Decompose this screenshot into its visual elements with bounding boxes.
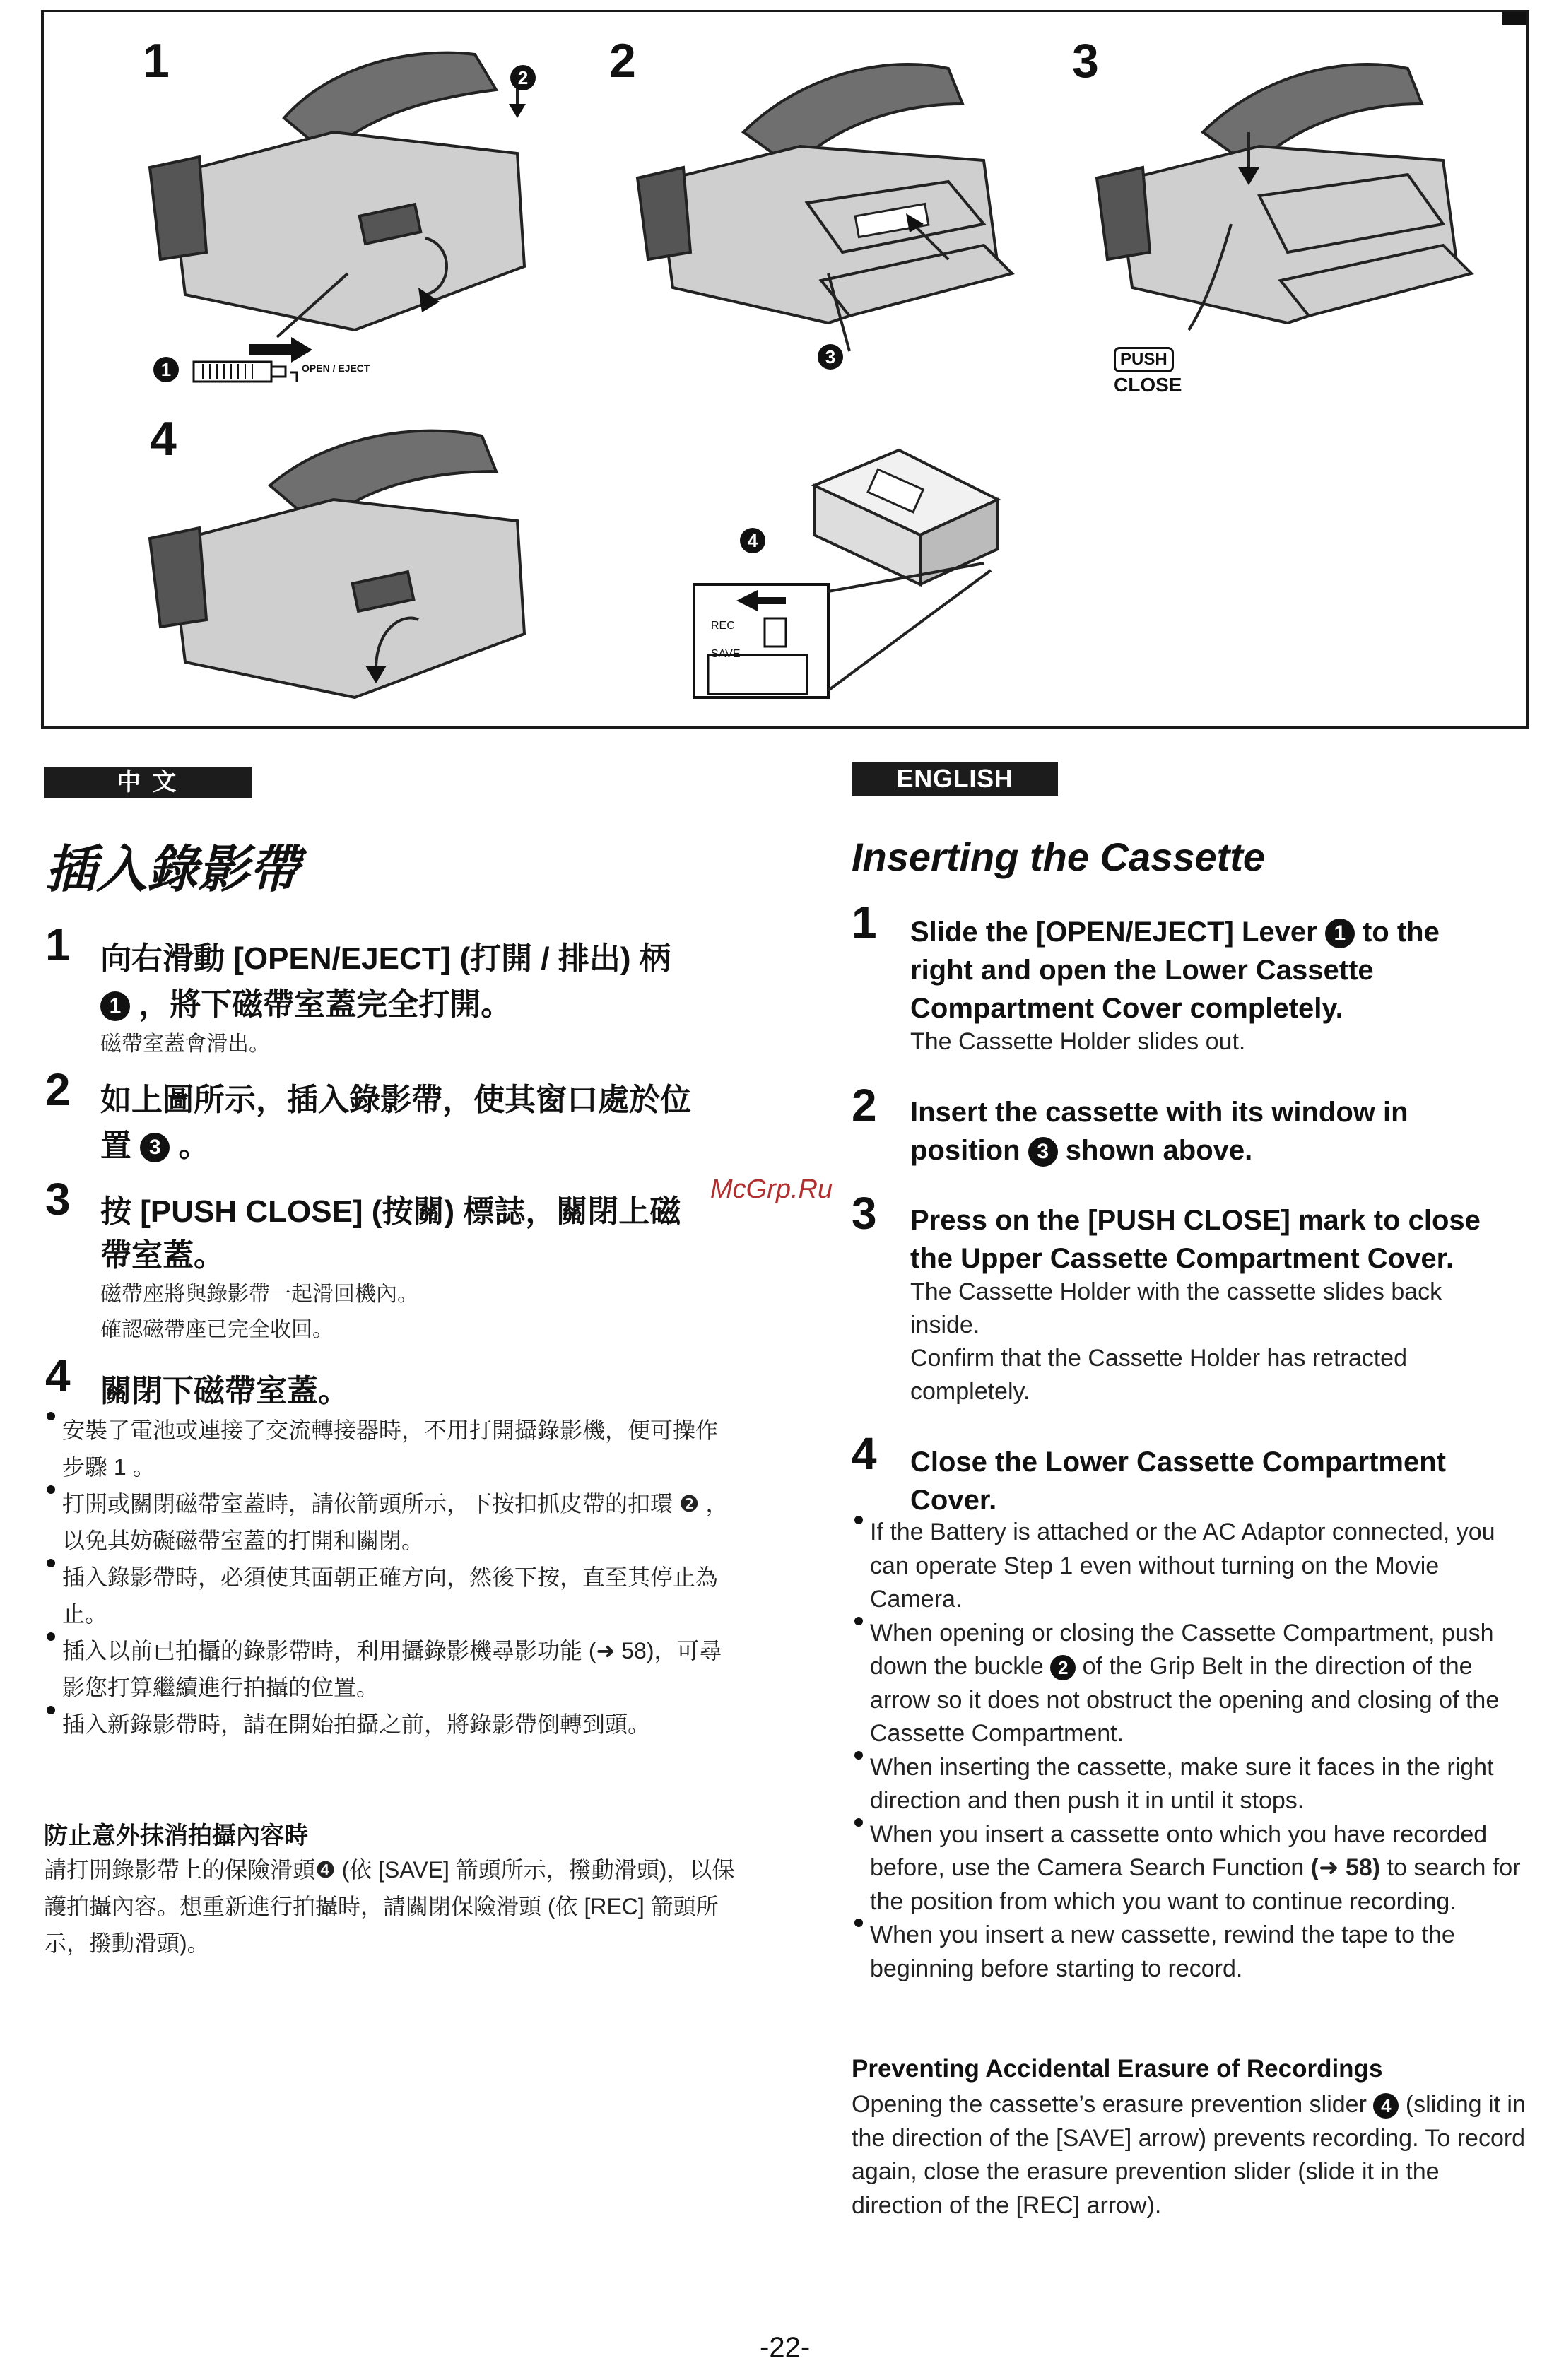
corner-mark: [1502, 12, 1526, 25]
zh-step-3-sub2: 確認磁帶座已完全收回。: [100, 1318, 334, 1341]
en-prevent-text: Opening the cassette’s erasure prevention slider 4 (sliding it in the direction of the [SAVE] arrow) prevents recording. To record again, close the erasure prevention slider (slide it in the direction of the [REC] arrow).: [852, 2091, 1526, 2219]
figure-callout-3: 3: [818, 344, 843, 370]
zh-step-3-number: 3: [45, 1174, 71, 1225]
zh-step-2-number: 2: [45, 1064, 71, 1115]
zh-note-2: 打開或關閉磁帶室蓋時，請依箭頭所示，下按扣抓皮帶的扣環 ❷ ，以免其妨礙磁帶室蓋的打開和關閉。: [44, 1485, 736, 1559]
en-step-4-heading: Close the Lower Cassette Compartment Cover.: [910, 1447, 1446, 1516]
zh-note-1: 安裝了電池或連接了交流轉接器時，不用打開攝錄影機，便可操作步驟 1 。: [44, 1412, 736, 1485]
figure-step-2-number: 2: [609, 34, 636, 88]
figure-step-4-number: 4: [150, 412, 177, 466]
camera-illustration-4: [122, 415, 560, 712]
rec-label: REC: [711, 620, 735, 632]
zh-note-5: 插入新錄影帶時，請在開始拍攝之前，將錄影帶倒轉到頭。: [44, 1706, 736, 1743]
english-section-label: ENGLISH: [852, 762, 1058, 796]
zh-step-1-sub: 磁帶室蓋會滑出。: [100, 1032, 270, 1056]
figure-callout-2: 2: [510, 65, 536, 90]
figure-callout-4: 4: [740, 528, 765, 553]
en-note-2-callout: 2: [1050, 1655, 1076, 1680]
zh-step-3-line1: 按 [PUSH CLOSE] (按關) 標誌，關閉上磁: [100, 1194, 681, 1229]
en-note-1: If the Battery is attached or the AC Adaptor connected, you can operate Step 1 even without turning on the Movie Camera.: [852, 1516, 1530, 1617]
en-note-5: When you insert a new cassette, rewind the tape to the beginning before starting to record.: [852, 1919, 1530, 1986]
en-step-3-heading: Press on the [PUSH CLOSE] mark to close the Upper Cassette Compartment Cover.: [910, 1205, 1481, 1274]
zh-step-3-line2: 帶室蓋。: [100, 1238, 225, 1273]
page-number: -22-: [760, 2332, 811, 2363]
en-note-4: When you insert a cassette onto which you have recorded before, use the Camera Search Function (➜ 58) to search for the position from which you want to continue recording.: [852, 1818, 1530, 1919]
zh-notes-list: [44, 1412, 736, 1743]
zh-prevent-text: 請打開錄影帶上的保險滑頭❹ (依 [SAVE] 箭頭所示，撥動滑頭)，以保護拍攝內容。想重新進行拍攝時，請關閉保險滑頭 (依 [REC] 箭頭所示，撥動滑頭)。: [44, 1857, 735, 1956]
en-step-4-number: 4: [852, 1428, 877, 1479]
zh-step-2-callout: 3: [140, 1133, 170, 1162]
zh-prevent-title: 防止意外抹消拍攝內容時: [44, 1822, 308, 1849]
open-eject-label: OPEN / EJECT: [302, 363, 370, 374]
en-step-1-callout: 1: [1325, 919, 1355, 948]
zh-note-4: 插入以前已拍攝的錄影帶時，利用攝錄影機尋影功能 (➜ 58)，可尋影您打算繼續進行拍攝的位置。: [44, 1632, 736, 1706]
push-mark: PUSH: [1114, 347, 1174, 372]
chinese-section-label: 中 文: [44, 767, 252, 798]
zh-step-2-line1: 如上圖所示，插入錄影帶，使其窗口處於位: [100, 1083, 691, 1117]
figure-callout-1: 1: [153, 357, 179, 382]
en-step-2-callout: 3: [1028, 1137, 1058, 1167]
english-title: Inserting the Cassette: [852, 835, 1266, 879]
en-step-1-number: 1: [852, 897, 877, 948]
zh-note-3: 插入錄影帶時，必須使其面朝正確方向，然後下按，直至其停止為止。: [44, 1559, 736, 1632]
zh-step-1-line1: 向右滑動 [OPEN/EJECT] (打開 / 排出) 柄: [100, 941, 671, 976]
close-label: CLOSE: [1114, 374, 1182, 396]
watermark: McGrp.Ru: [710, 1174, 833, 1204]
zh-step-4-line1: 關閉下磁帶室蓋。: [100, 1374, 349, 1408]
en-step-3-number: 3: [852, 1188, 877, 1239]
en-prevent-title: Preventing Accidental Erasure of Recordings: [852, 2055, 1383, 2082]
figure-step-3-number: 3: [1072, 34, 1099, 88]
save-label: SAVE: [711, 648, 741, 660]
zh-step-4-number: 4: [45, 1350, 71, 1401]
cassette-illustration: [687, 429, 1125, 712]
zh-step-1-callout: 1: [100, 991, 130, 1021]
figure-frame: [41, 10, 1529, 729]
en-step-1-heading: Slide the [OPEN/EJECT] Lever 1 to the right and open the Lower Cassette Compartment Cover completely.: [910, 917, 1440, 1024]
open-eject-lever-icon: [192, 358, 298, 387]
figure-step-1-number: 1: [143, 34, 170, 88]
en-note-2: When opening or closing the Cassette Compartment, push down the buckle 2 of the Grip Belt in the direction of the arrow so it does not obstruct the opening and closing of the Cassette Compartment.: [852, 1617, 1530, 1751]
camera-illustration-3: [1076, 40, 1514, 351]
en-step-1-sub: The Cassette Holder slides out.: [910, 1028, 1246, 1055]
en-prevent-callout: 4: [1373, 2093, 1399, 2119]
chinese-title: 插入錄影帶: [45, 842, 300, 898]
zh-step-2-line2: 置 3 。: [100, 1129, 210, 1163]
en-note-3: When inserting the cassette, make sure it faces in the right direction and then push it in until it stops.: [852, 1751, 1530, 1818]
zh-step-1-line2: 1 ，將下磁帶室蓋完全打開。: [100, 979, 512, 1024]
en-notes-list: [852, 1516, 1530, 1986]
en-step-2-number: 2: [852, 1080, 877, 1131]
en-step-3-sub: The Cassette Holder with the cassette slides back inside. Confirm that the Cassette Holder has retracted completely.: [910, 1278, 1442, 1405]
zh-step-1-number: 1: [45, 919, 71, 970]
camera-illustration-2: [616, 40, 1054, 372]
zh-step-3-sub1: 磁帶座將與錄影帶一起滑回機內。: [100, 1283, 418, 1306]
en-step-2-heading: Insert the cassette with its window in position 3 shown above.: [910, 1097, 1408, 1166]
